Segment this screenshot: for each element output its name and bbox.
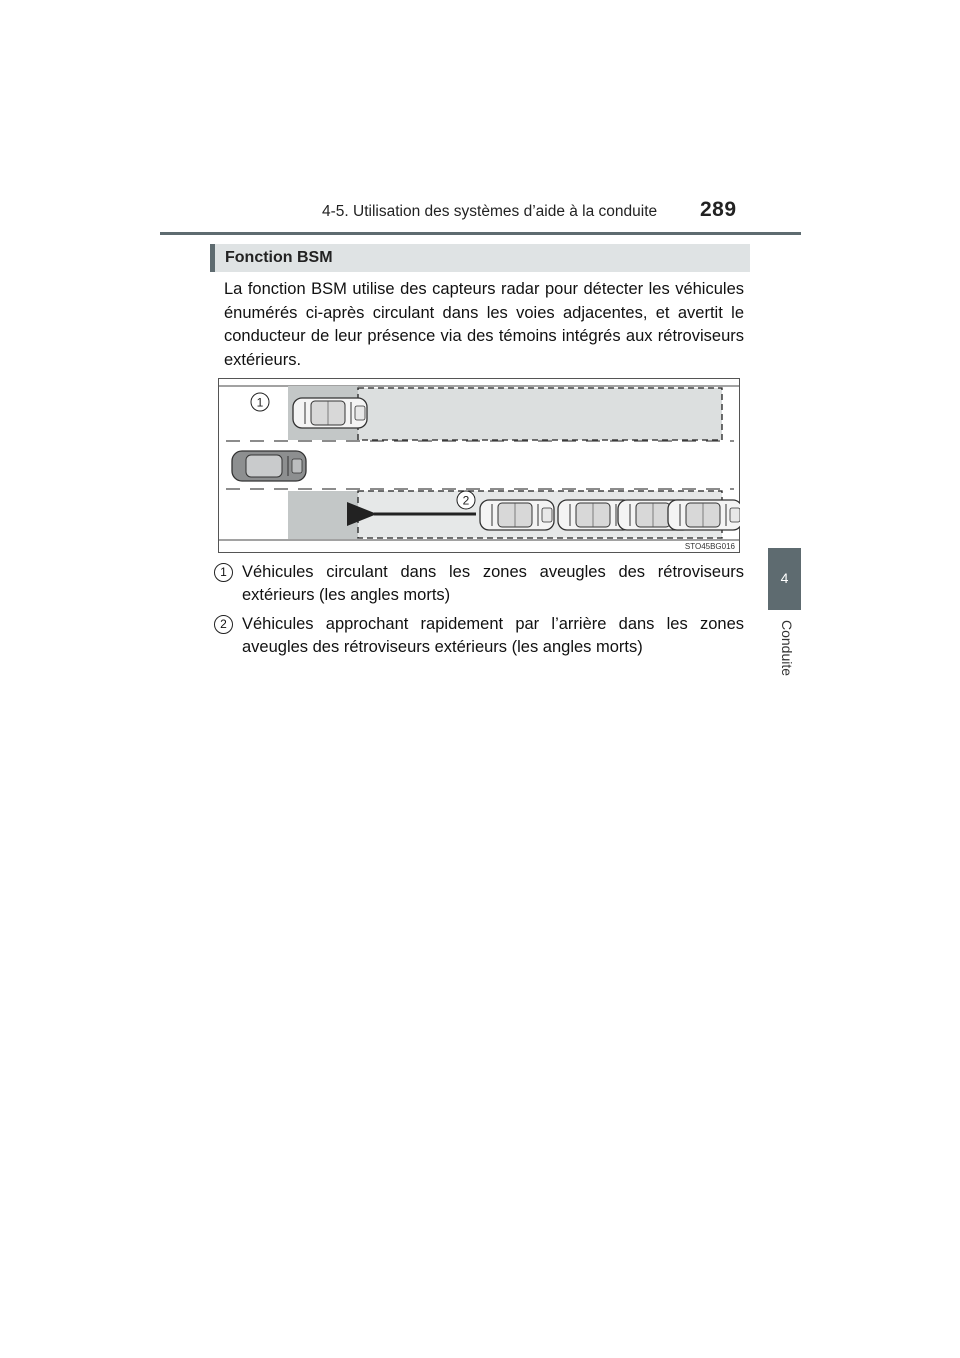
callout-2 xyxy=(457,491,475,509)
chapter-number: 4 xyxy=(780,570,789,586)
car-approaching-4 xyxy=(668,500,740,530)
page-number: 289 xyxy=(700,198,737,221)
note-text: Véhicules circulant dans les zones aveugles des rétroviseurs extérieurs (les angles morts) xyxy=(242,563,744,604)
chapter-label: Conduite xyxy=(779,620,795,677)
svg-text:2: 2 xyxy=(462,493,470,508)
note-text: Véhicules approchant rapidement par l’arrière dans les zones aveugles des rétroviseurs extérieurs (les angles morts) xyxy=(242,615,744,656)
car-own xyxy=(232,451,306,481)
svg-text:1: 1 xyxy=(256,395,264,410)
note-number: 1 xyxy=(214,563,233,582)
note-item xyxy=(214,561,744,606)
notes-list xyxy=(214,561,744,665)
blind-spot-zone-far-upper xyxy=(358,388,722,440)
section-paragraph: La fonction BSM utilise des capteurs radar pour détecter les véhicules énumérés ci-après circulant dans les voies adjacentes, et avertit le conducteur de leur présence via des témoins intégrés aux rétroviseurs extérieurs. xyxy=(224,280,744,369)
heading-accent-bar xyxy=(210,244,215,272)
bsm-illustration xyxy=(218,378,740,553)
figure-code: STO45BG016 xyxy=(684,542,735,551)
blind-spot-zone-near-lower xyxy=(288,491,358,539)
chapter-tab xyxy=(768,548,801,610)
note-item xyxy=(214,613,744,658)
car-adjacent-upper xyxy=(293,398,367,428)
car-approaching-1 xyxy=(480,500,554,530)
header-section-title: 4-5. Utilisation des systèmes d’aide à la conduite xyxy=(322,203,658,220)
section-heading-title: Fonction BSM xyxy=(225,249,333,266)
section-heading xyxy=(210,244,750,272)
callout-1 xyxy=(251,393,269,411)
header-rule xyxy=(160,232,801,235)
note-number: 2 xyxy=(214,615,233,634)
